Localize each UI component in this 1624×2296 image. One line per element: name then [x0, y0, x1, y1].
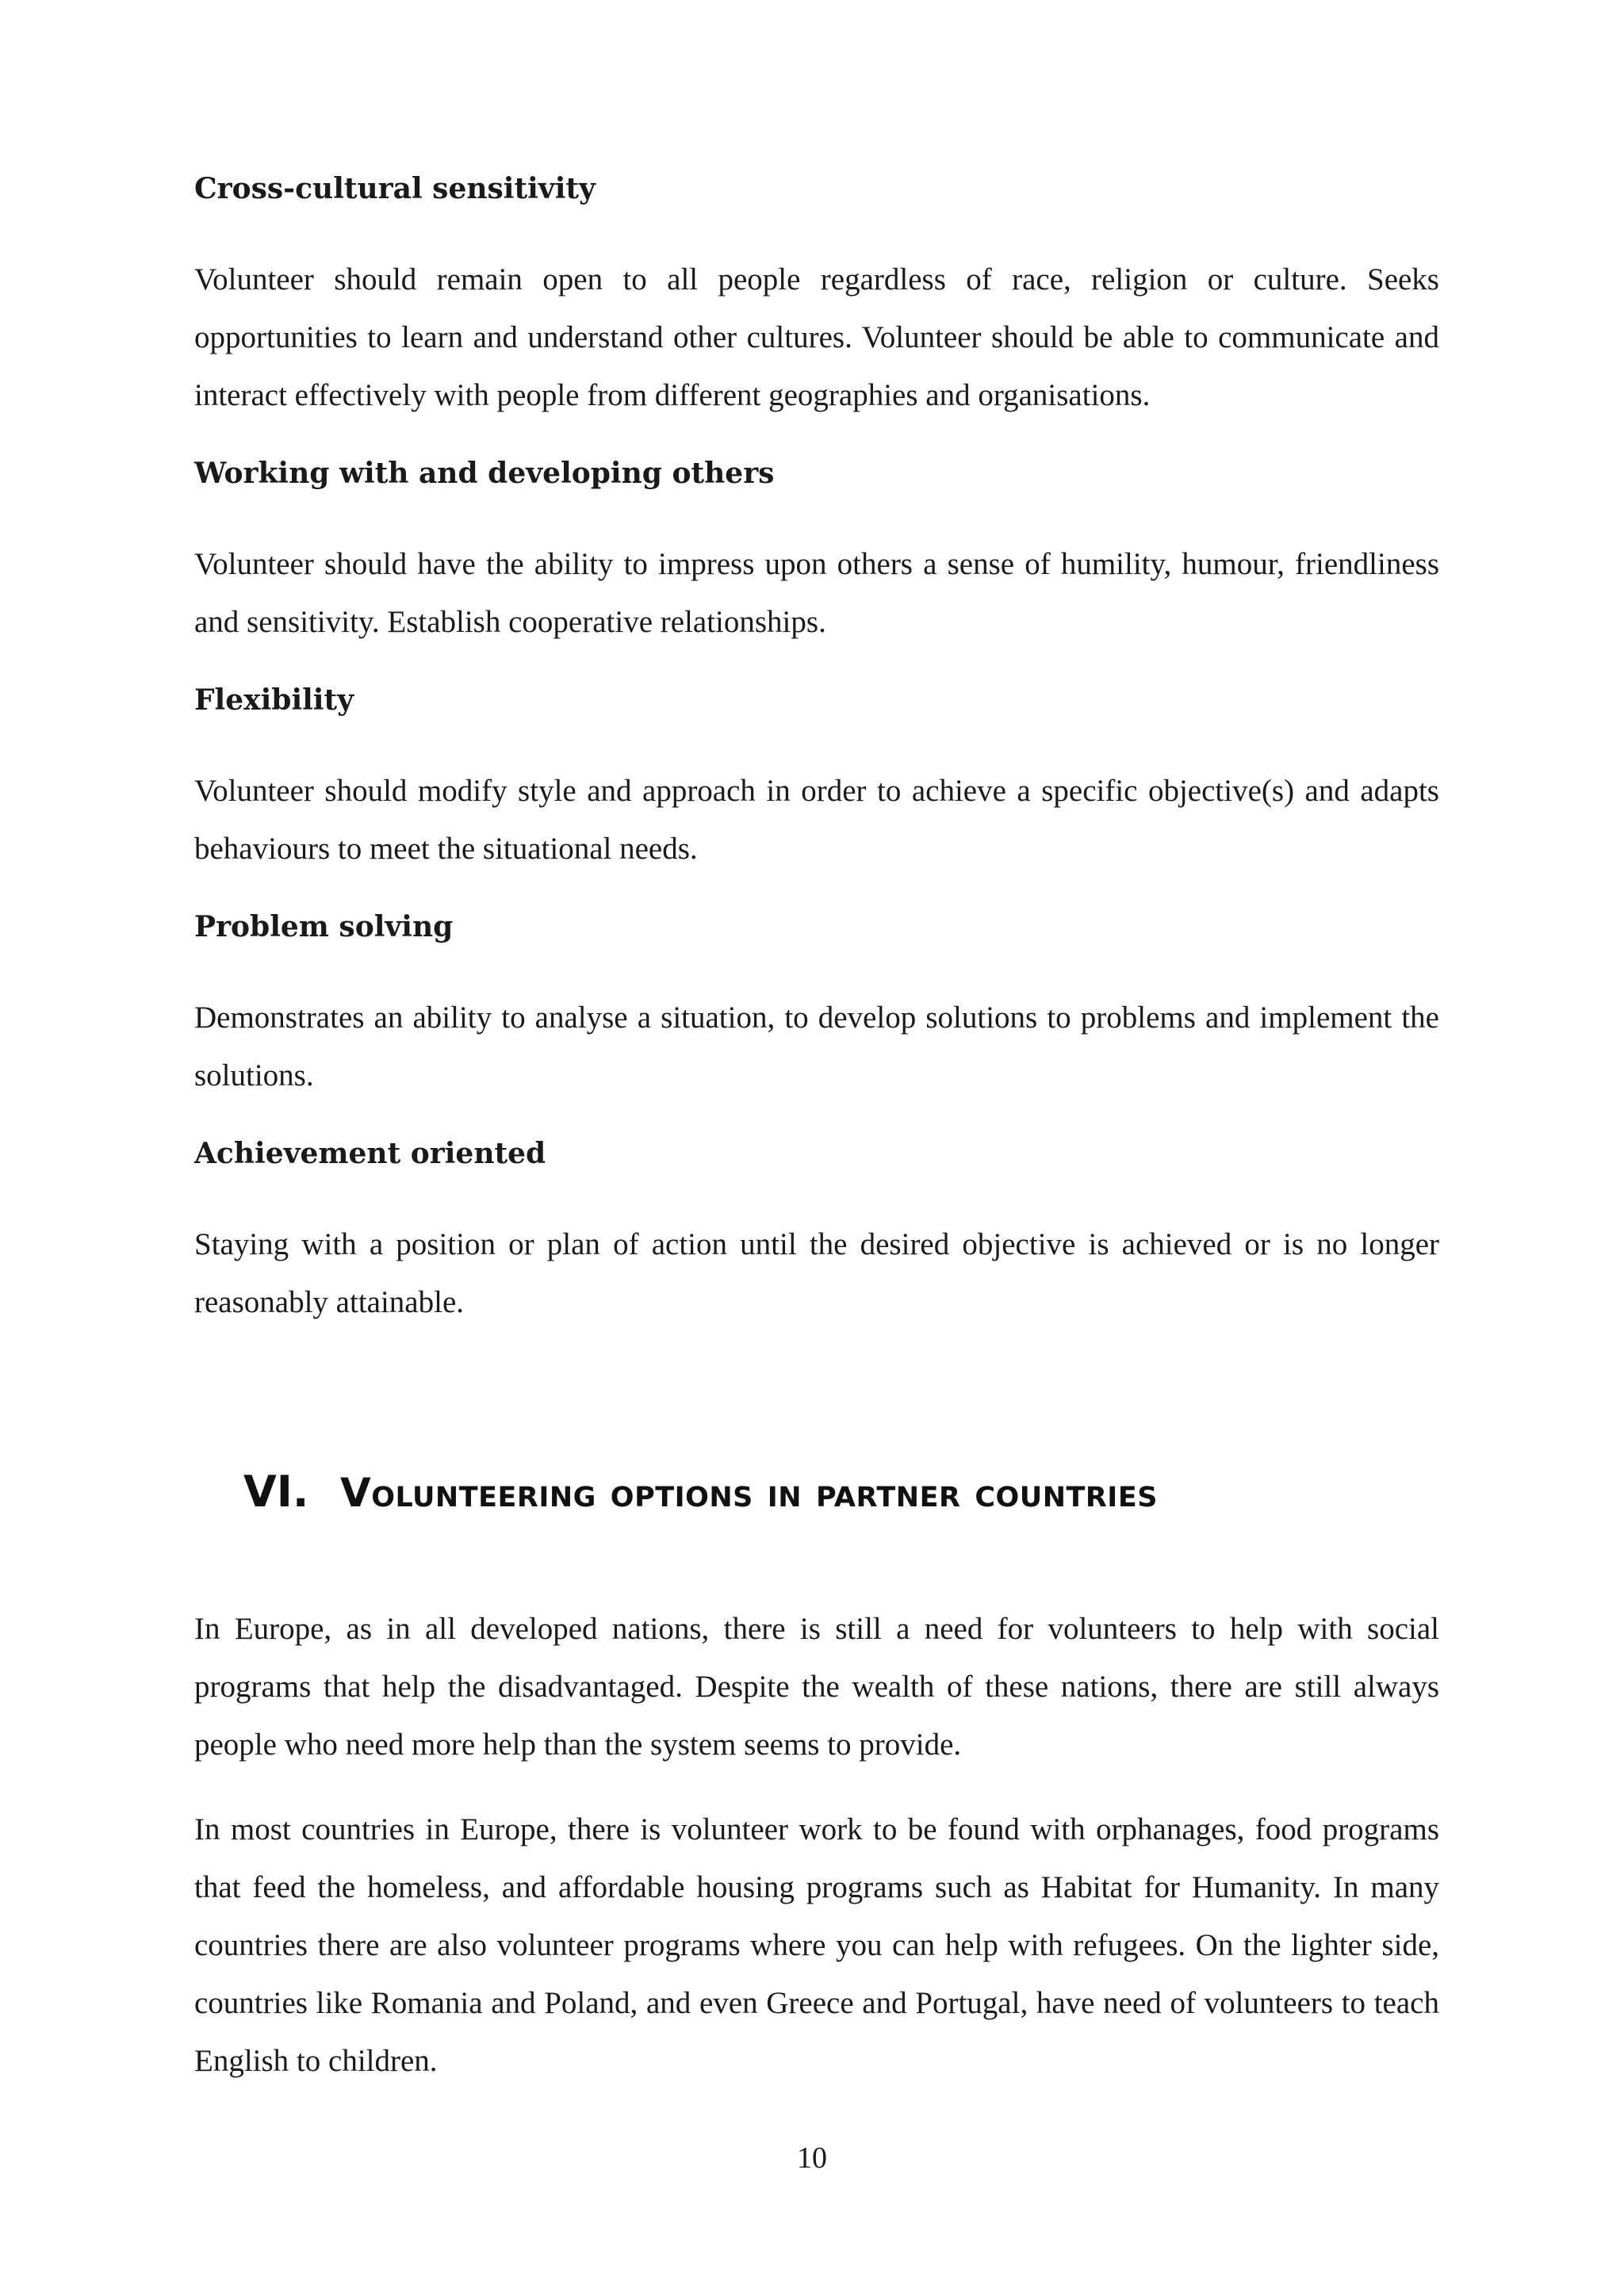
section-body-flexibility: Volunteer should modify style and approach in order to achieve a specific objective(s) and adapts behaviours to meet the situational needs.	[194, 774, 1439, 866]
section-body-working-with-others: Volunteer should have the ability to impress upon others a sense of humility, humour, friendliness and sensitivity. Establish cooperative relationships.	[194, 547, 1439, 639]
chapter-paragraph: In most countries in Europe, there is volunteer work to be found with orphanages, food programs that feed the homeless, and affordable housing programs such as Habitat for Humanity. In many countries there are also volunteer programs where you can help with refugees. On the lighter side, countries like Romania and Poland, and even Greece and Portugal, have need of volunteers to teach English to children.	[194, 1812, 1439, 2078]
chapter-number: VI.	[243, 1467, 309, 1517]
chapter-title: Volunteering options in partner countries	[340, 1470, 1158, 1516]
section-heading-flexibility: Flexibility	[194, 683, 354, 717]
chapter-heading	[243, 1467, 1158, 1517]
section-heading-cross-cultural: Cross-cultural sensitivity	[194, 172, 596, 205]
section-body-achievement-oriented: Staying with a position or plan of action until the desired objective is achieved or is no longer reasonably attainable.	[194, 1227, 1439, 1319]
competencies-section	[194, 166, 1439, 1358]
section-heading-achievement-oriented: Achievement oriented	[194, 1137, 546, 1170]
page-number: 10	[797, 2141, 827, 2175]
section-heading-working-with-others: Working with and developing others	[194, 457, 775, 490]
section-body-problem-solving: Demonstrates an ability to analyse a situation, to develop solutions to problems and implement the solutions.	[194, 1001, 1439, 1093]
section-body-cross-cultural: Volunteer should remain open to all people regardless of race, religion or culture. Seeks opportunities to learn and understand other cultures. Volunteer should be able to communicate and interact effectively with people from different geographies and organisations.	[194, 262, 1439, 412]
section-heading-problem-solving: Problem solving	[194, 910, 454, 943]
chapter-body	[194, 1600, 1439, 2117]
chapter-paragraph: In Europe, as in all developed nations, there is still a need for volunteers to help with social programs that help the disadvantaged. Despite the wealth of these nations, there are still always people who need more help than the system seems to provide.	[194, 1612, 1439, 1762]
